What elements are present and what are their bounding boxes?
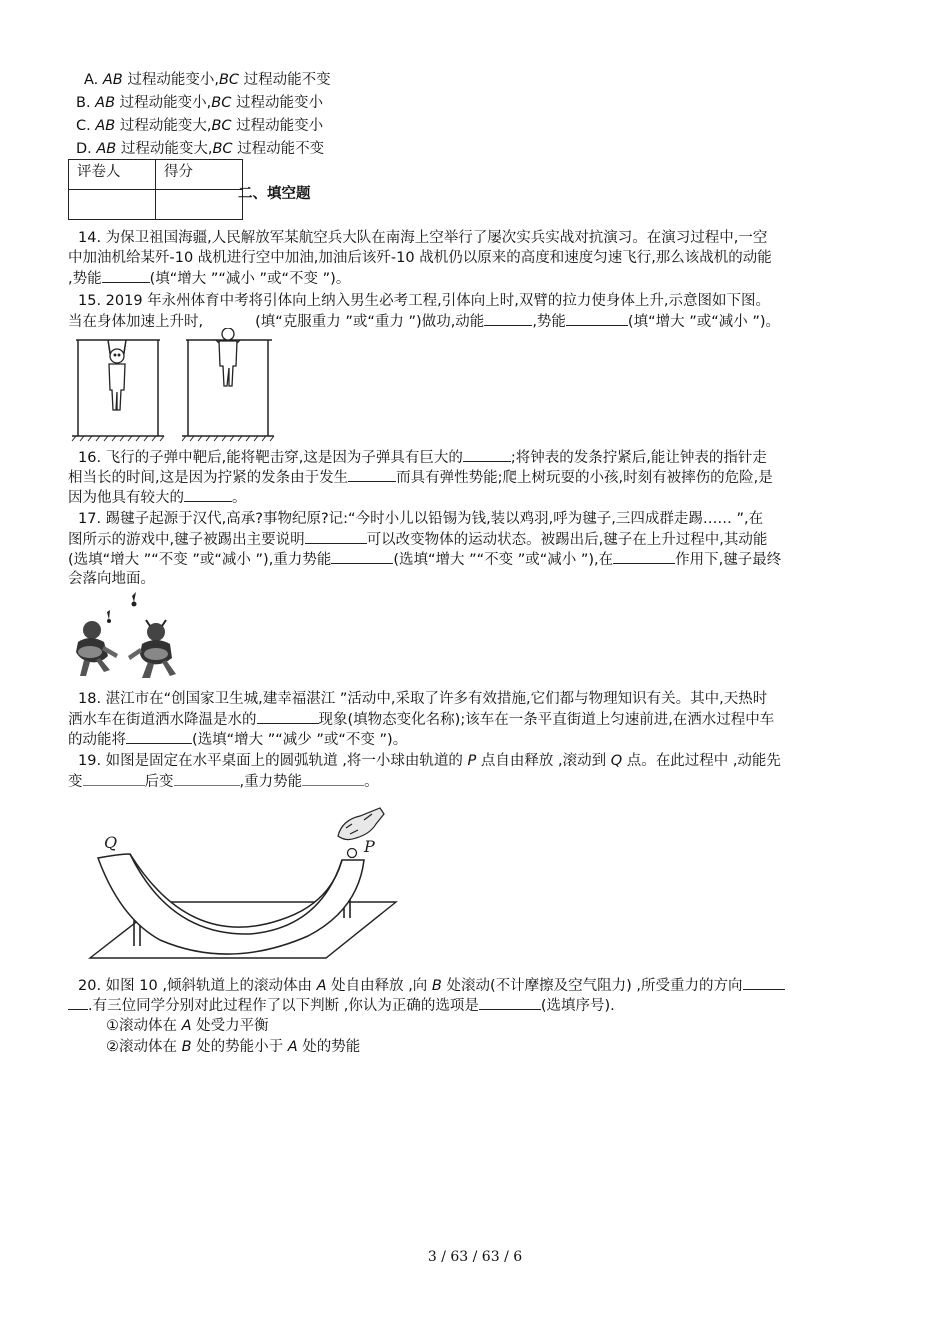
person-hanging-icon [108,340,126,410]
ball-icon [348,849,357,858]
q18-line2: 洒水车在街道洒水降温是水的 现象(填物态变化名称);该车在一条平直街道上匀速前进,在洒水过程中车 [68,709,774,730]
q20-line2: .有三位同学分别对此过程作了以下判断 ,你认为正确的选项是 (选填序号). [68,995,615,1016]
label-q: Q [104,833,118,852]
q16-line2: 相当长的时间,这是因为拧紧的发条由于发生 而具有弹性势能;爬上树玩耍的小孩,时刻有被摔伤的危险,是 [68,467,773,488]
q19-blank-1[interactable] [83,771,145,786]
shuttlecock-icon [107,592,137,623]
q17-line1: 17. 踢毽子起源于汉代,高承?事物纪原?记:“今时小儿以铅锡为钱,装以鸡羽,呼为毽子,三四成群走踢…… ”,在 [78,511,764,527]
q18-line3: 的动能将 (选填“增大 ”“减少 ”或“不变 ”)。 [68,729,407,750]
q20-statement-1: ①滚动体在 A 处受力平衡 [106,1018,269,1034]
hand-icon [338,808,384,840]
q15-line1: 15. 2019 年永州体育中考将引体向上纳入男生必考工程,引体向上时,双臂的拉力使身体上升,示意图如下图。 [78,293,771,309]
q16-blank-1[interactable] [463,447,511,462]
q19-line1: 19. 如图是固定在水平桌面上的圆弧轨道 ,将一小球由轨道的 P 点自由释放 ,滚动到 Q 点。在此过程中 ,动能先 [78,753,781,769]
child-kicking-right-icon [128,620,176,678]
q19-blank-2[interactable] [174,771,240,786]
q15-blank-2[interactable] [484,311,532,326]
q18-blank-1[interactable] [257,709,319,724]
q17-blank-2[interactable] [331,549,393,564]
option-a: A. AB 过程动能变小,BC 过程动能不变 [84,72,331,88]
q19-line2: 变 后变 ,重力势能 。 [68,771,379,792]
q14-blank[interactable] [102,268,150,283]
q15-blank-3[interactable] [566,311,628,326]
q18-line1: 18. 湛江市在“创国家卫生城,建幸福湛江 ”活动中,采取了许多有效措施,它们都与物理知识有关。其中,天热时 [78,691,768,707]
arc-track [98,854,364,954]
q20-line1: 20. 如图 10 ,倾斜轨道上的滚动体由 A 处自由释放 ,向 B 处滚动(不计摩擦及空气阻力) ,所受重力的方向 [78,975,785,996]
score-cell [156,190,243,220]
q16-blank-2[interactable] [348,467,396,482]
q16-line1: 16. 飞行的子弹中靶后,能将靶击穿,这是因为子弹具有巨大的 ;将钟表的发条拧紧后,能让钟表的指针走 [78,447,767,468]
option-b: B. AB 过程动能变小,BC 过程动能变小 [76,95,323,111]
q17-blank-1[interactable] [305,529,367,544]
reviewer-header: 评卷人 [69,160,156,190]
option-c: C. AB 过程动能变大,BC 过程动能变小 [76,118,324,134]
person-pulled-up-icon [216,328,240,386]
arc-track-figure [80,800,400,965]
q20-statement-2: ②滚动体在 B 处的势能小于 A 处的势能 [106,1039,361,1055]
q17-line3: (选填“增大 ”“不变 ”或“减小 ”),重力势能 (选填“增大 ”“不变 ”或“减小 ”),在 作用下,毽子最终 [68,549,781,570]
q20-blank-2[interactable] [479,995,541,1010]
score-table [68,159,243,220]
score-header: 得分 [156,160,243,190]
label-p: P [364,837,375,856]
q20-blank-1b[interactable] [68,995,88,1010]
pullup-figure [68,328,288,446]
q14-line3: ,势能 (填“增大 ”“减小 ”或“不变 ”)。 [68,268,350,289]
option-d: D. AB 过程动能变大,BC 过程动能不变 [76,141,325,157]
page-footer: 3 / 63 / 63 / 6 [427,1249,523,1265]
q15-line2: 当在身体加速上升时, (填“克服重力 ”或“重力 ”)做功,动能 ,势能 (填“增大 ”或“减小 ”)。 [68,311,780,332]
q17-line2: 图所示的游戏中,毽子被踢出主要说明 可以改变物体的运动状态。被踢出后,毽子在上升过程中,其动能 [68,529,767,550]
q20-blank-1a[interactable] [743,975,785,990]
shuttlecock-figure [70,590,190,685]
q16-line3: 因为他具有较大的 。 [68,487,247,508]
q19-blank-3[interactable] [302,771,364,786]
q18-blank-2[interactable] [126,729,192,744]
child-kicking-left-icon [76,621,118,676]
section-title: 二、填空题 [238,186,311,202]
q14-line2: 中加油机给某歼-10 战机进行空中加油,加油后该歼-10 战机仍以原来的高度和速度匀速飞行,那么该战机的动能 [68,250,772,266]
reviewer-cell [69,190,156,220]
q17-blank-3[interactable] [613,549,675,564]
q16-blank-3[interactable] [184,487,232,502]
q14-line1: 14. 为保卫祖国海疆,人民解放军某航空兵大队在南海上空举行了屡次实兵实战对抗演习。在演习过程中,一空 [78,230,768,246]
q17-line4: 会落向地面。 [68,571,155,587]
